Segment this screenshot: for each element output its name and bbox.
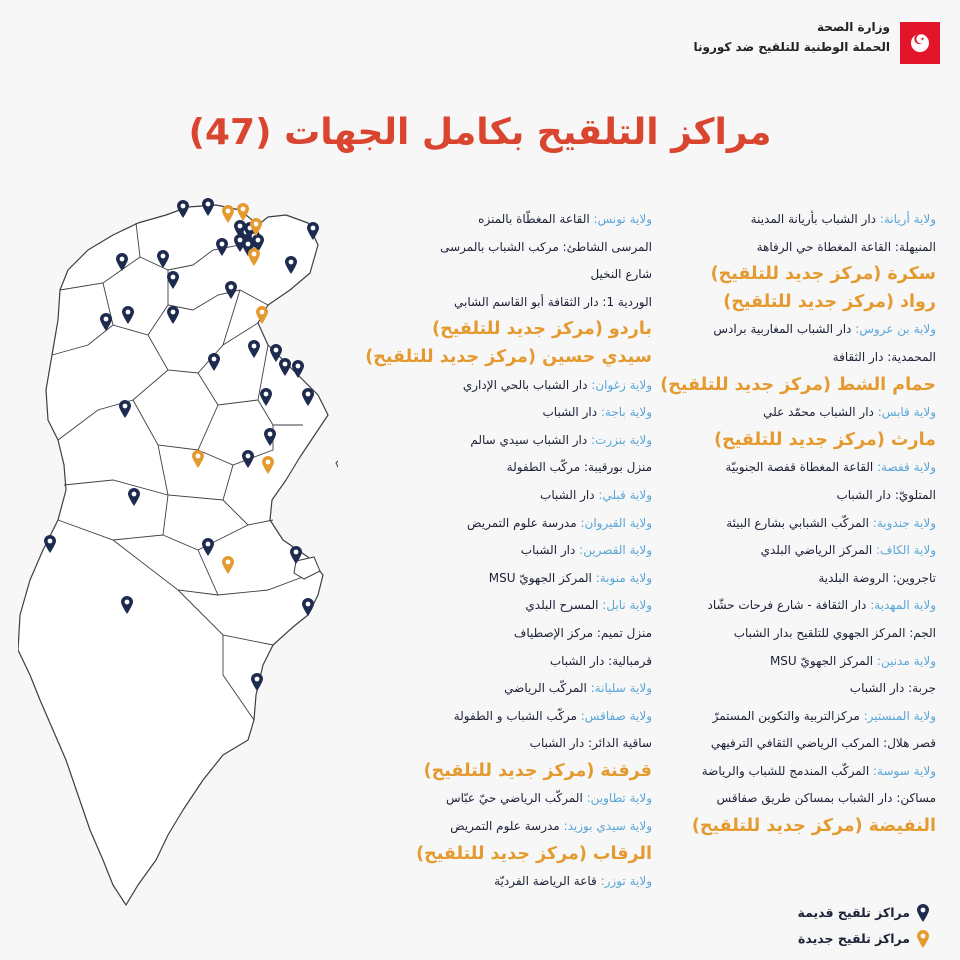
governorate-label: ولاية توزر: [596,874,652,889]
center-name: جربة: دار الشباب [849,681,936,696]
center-row [365,482,652,510]
center-name: قرمبالية: دار الشباب [549,653,652,668]
governorate-label: ولاية جندوبة: [869,515,936,530]
center-row [660,648,936,676]
legend-old-label: مراكز تلقيح قديمة [797,905,910,920]
governorate-label: ولاية سليانة: [586,681,652,696]
center-row [365,620,652,648]
governorate-label: ولاية نابل: [598,598,652,613]
center-name: المركّب الشبابي بشارع البيئة [726,515,869,530]
center-name: المركز الجهويّ MSU [488,570,592,585]
center-row [660,785,936,813]
center-name: المركّب المندمج للشباب والرياضة [701,763,870,778]
new-center-row [660,261,936,289]
center-row [365,399,652,427]
new-center-row [365,841,652,869]
center-name: ساقية الدائر: دار الشباب [529,736,652,751]
center-name: الجم: المركز الجهوي للتلقيح بدار الشباب [733,625,936,640]
center-name: دار الشباب المغاربية برادس [713,322,852,337]
center-row [365,565,652,593]
header [600,14,940,64]
center-row [660,703,936,731]
center-row [660,730,936,758]
legend-new [797,926,930,952]
center-name: دار الشباب سيدي سالم [470,432,588,447]
center-row [365,289,652,317]
center-row [660,565,936,593]
center-name: المرسى الشاطئ: مركب الشباب بالمرسى [440,239,652,254]
center-name: مساكن: دار الشباب بمساكن طريق صفاقس [716,791,936,806]
center-name: المركز الجهويّ MSU [769,653,874,668]
center-row [660,620,936,648]
center-row [660,675,936,703]
kerkennah-island [336,457,338,471]
center-name: دار الشباب بأريانة المدينة [750,212,877,226]
center-name: المنيهلة: القاعة المغطاة حي الرفاهة [756,239,936,254]
governorate-label: ولاية منوبة: [591,570,652,585]
center-name: دار الشباب [540,487,595,502]
center-name: سكرة (مركز جديد للتلقيح) [710,264,936,285]
center-name: المركّب الرياضي [504,681,587,696]
ministry-name: وزارة الصحة [816,20,890,34]
center-name: شارع النخيل [590,267,652,282]
center-name: المركز الرياضي البلدي [760,543,873,558]
governorate-label: ولاية قابس: [873,405,936,420]
center-name: الرقاب (مركز جديد للتلقيح) [416,843,652,864]
center-name: مركزالتربية والتكوين المستمرّ [712,708,860,723]
new-center-row [660,813,936,841]
governorate-label: ولاية سيدي بوزيد: [559,819,652,834]
center-name: تاجروين: الروضة البلدية [818,570,936,585]
center-row [365,813,652,841]
center-name: قرقنة (مركز جديد للتلقيح) [423,760,652,781]
center-row [660,344,936,372]
center-row [660,316,936,344]
center-name: منزل تميم: مركز الإصطياف [513,625,652,640]
center-name: المسرح البلدي [525,598,599,613]
tunisia-map [18,195,338,925]
center-name: باردو (مركز جديد للتلقيح) [432,319,652,340]
governorate-label: ولاية قفصة: [873,460,936,475]
new-center-row [660,372,936,400]
center-row [365,372,652,400]
center-name: القاعة المغطاة قفصة الجنوبيّة [725,460,874,475]
center-row [365,703,652,731]
center-row [365,868,652,896]
new-center-row [365,316,652,344]
center-row [365,510,652,538]
center-name: حمام الشط (مركز جديد للتلقيح) [660,374,936,395]
page-title: مراكز التلقيح بكامل الجهات (47) [188,112,772,153]
old-center-pin-icon [916,903,930,923]
center-row [660,206,936,234]
center-name: مركّب الشباب و الطفولة [453,708,577,723]
center-name: سيدي حسين (مركز جديد للتلقيح) [365,346,652,367]
center-name: الوردية 1: دار الثقافة أبو القاسم الشابي [454,294,652,309]
center-row [660,454,936,482]
governorate-label: ولاية تطاوين: [582,791,652,806]
center-row [365,427,652,455]
governorate-label: ولاية بنزرت: [587,432,652,447]
campaign-name: الحملة الوطنية للتلقيح ضد كورونا [693,40,890,54]
governorate-label: ولاية صفاقس: [576,708,652,723]
center-name: مدرسة علوم التمريض [467,515,577,530]
center-row [660,758,936,786]
center-name: دار الثقافة - شارع فرحات حشّاد [707,598,867,613]
legend-new-label: مراكز تلقيح جديدة [798,931,910,946]
governorate-label: ولاية المهدية: [866,598,936,613]
new-center-row [660,427,936,455]
center-row [365,206,652,234]
center-name: دار الشباب [520,543,576,558]
center-name: دار الشباب محمّد علي [763,405,874,420]
governorate-label: ولاية قبلي: [594,487,652,502]
center-row [660,399,936,427]
center-name: القاعة المغطّاة بالمنزه [478,212,590,226]
new-center-row [660,289,936,317]
right-centers-column [660,206,936,841]
new-center-row [365,758,652,786]
center-name: رواد (مركز جديد للتلقيح) [723,291,936,312]
center-name: مدرسة علوم التمريض [450,819,560,834]
center-row [660,592,936,620]
center-row [365,785,652,813]
center-name: قصر هلال: المركب الرياضي الثقافي الترفيهي [710,736,936,751]
center-row [660,510,936,538]
center-row [365,234,652,262]
center-row [365,675,652,703]
center-name: المركّب الرياضي حيّ عبّاس [446,791,583,806]
center-row [365,261,652,289]
left-centers-column [365,206,652,896]
governorate-label: ولاية المنستير: [859,708,936,723]
center-row [365,537,652,565]
center-row [365,592,652,620]
center-row [660,234,936,262]
governorate-label: ولاية تونس: [589,212,652,226]
center-name: المتلويّ: دار الشباب [836,487,936,502]
center-name: منزل بورقيبة: مركّب الطفولة [506,460,652,475]
governorate-label: ولاية سوسة: [869,763,936,778]
center-row [365,454,652,482]
governorate-label: ولاية القصرين: [575,543,652,558]
legend-old [797,900,930,926]
center-name: مارث (مركز جديد للتلقيح) [714,429,936,450]
governorate-label: ولاية مدنين: [873,653,936,668]
center-name: دار الشباب بالحي الإداري [462,377,588,392]
governorate-label: ولاية زغوان: [587,377,652,392]
center-row [365,648,652,676]
new-center-pin-icon [916,929,930,949]
center-name: دار الشباب [542,405,598,420]
center-row [660,537,936,565]
center-name: المحمدية: دار الثقافة [832,349,936,364]
governorate-label: ولاية باجة: [597,405,652,420]
center-name: النفيضة (مركز جديد للتلقيح) [691,816,936,837]
center-row [365,730,652,758]
map-islands [294,457,338,579]
governorate-label: ولاية أريانة: [876,212,936,226]
governorate-label: ولاية بن عروس: [851,322,936,337]
center-row [660,482,936,510]
new-center-row [365,344,652,372]
governorate-label: ولاية الكاف: [872,543,936,558]
center-name: قاعة الرياضة الفرديّة [494,874,597,889]
governorate-label: ولاية القيروان: [576,515,652,530]
tunisia-flag-icon [900,22,940,64]
legend [797,900,930,952]
